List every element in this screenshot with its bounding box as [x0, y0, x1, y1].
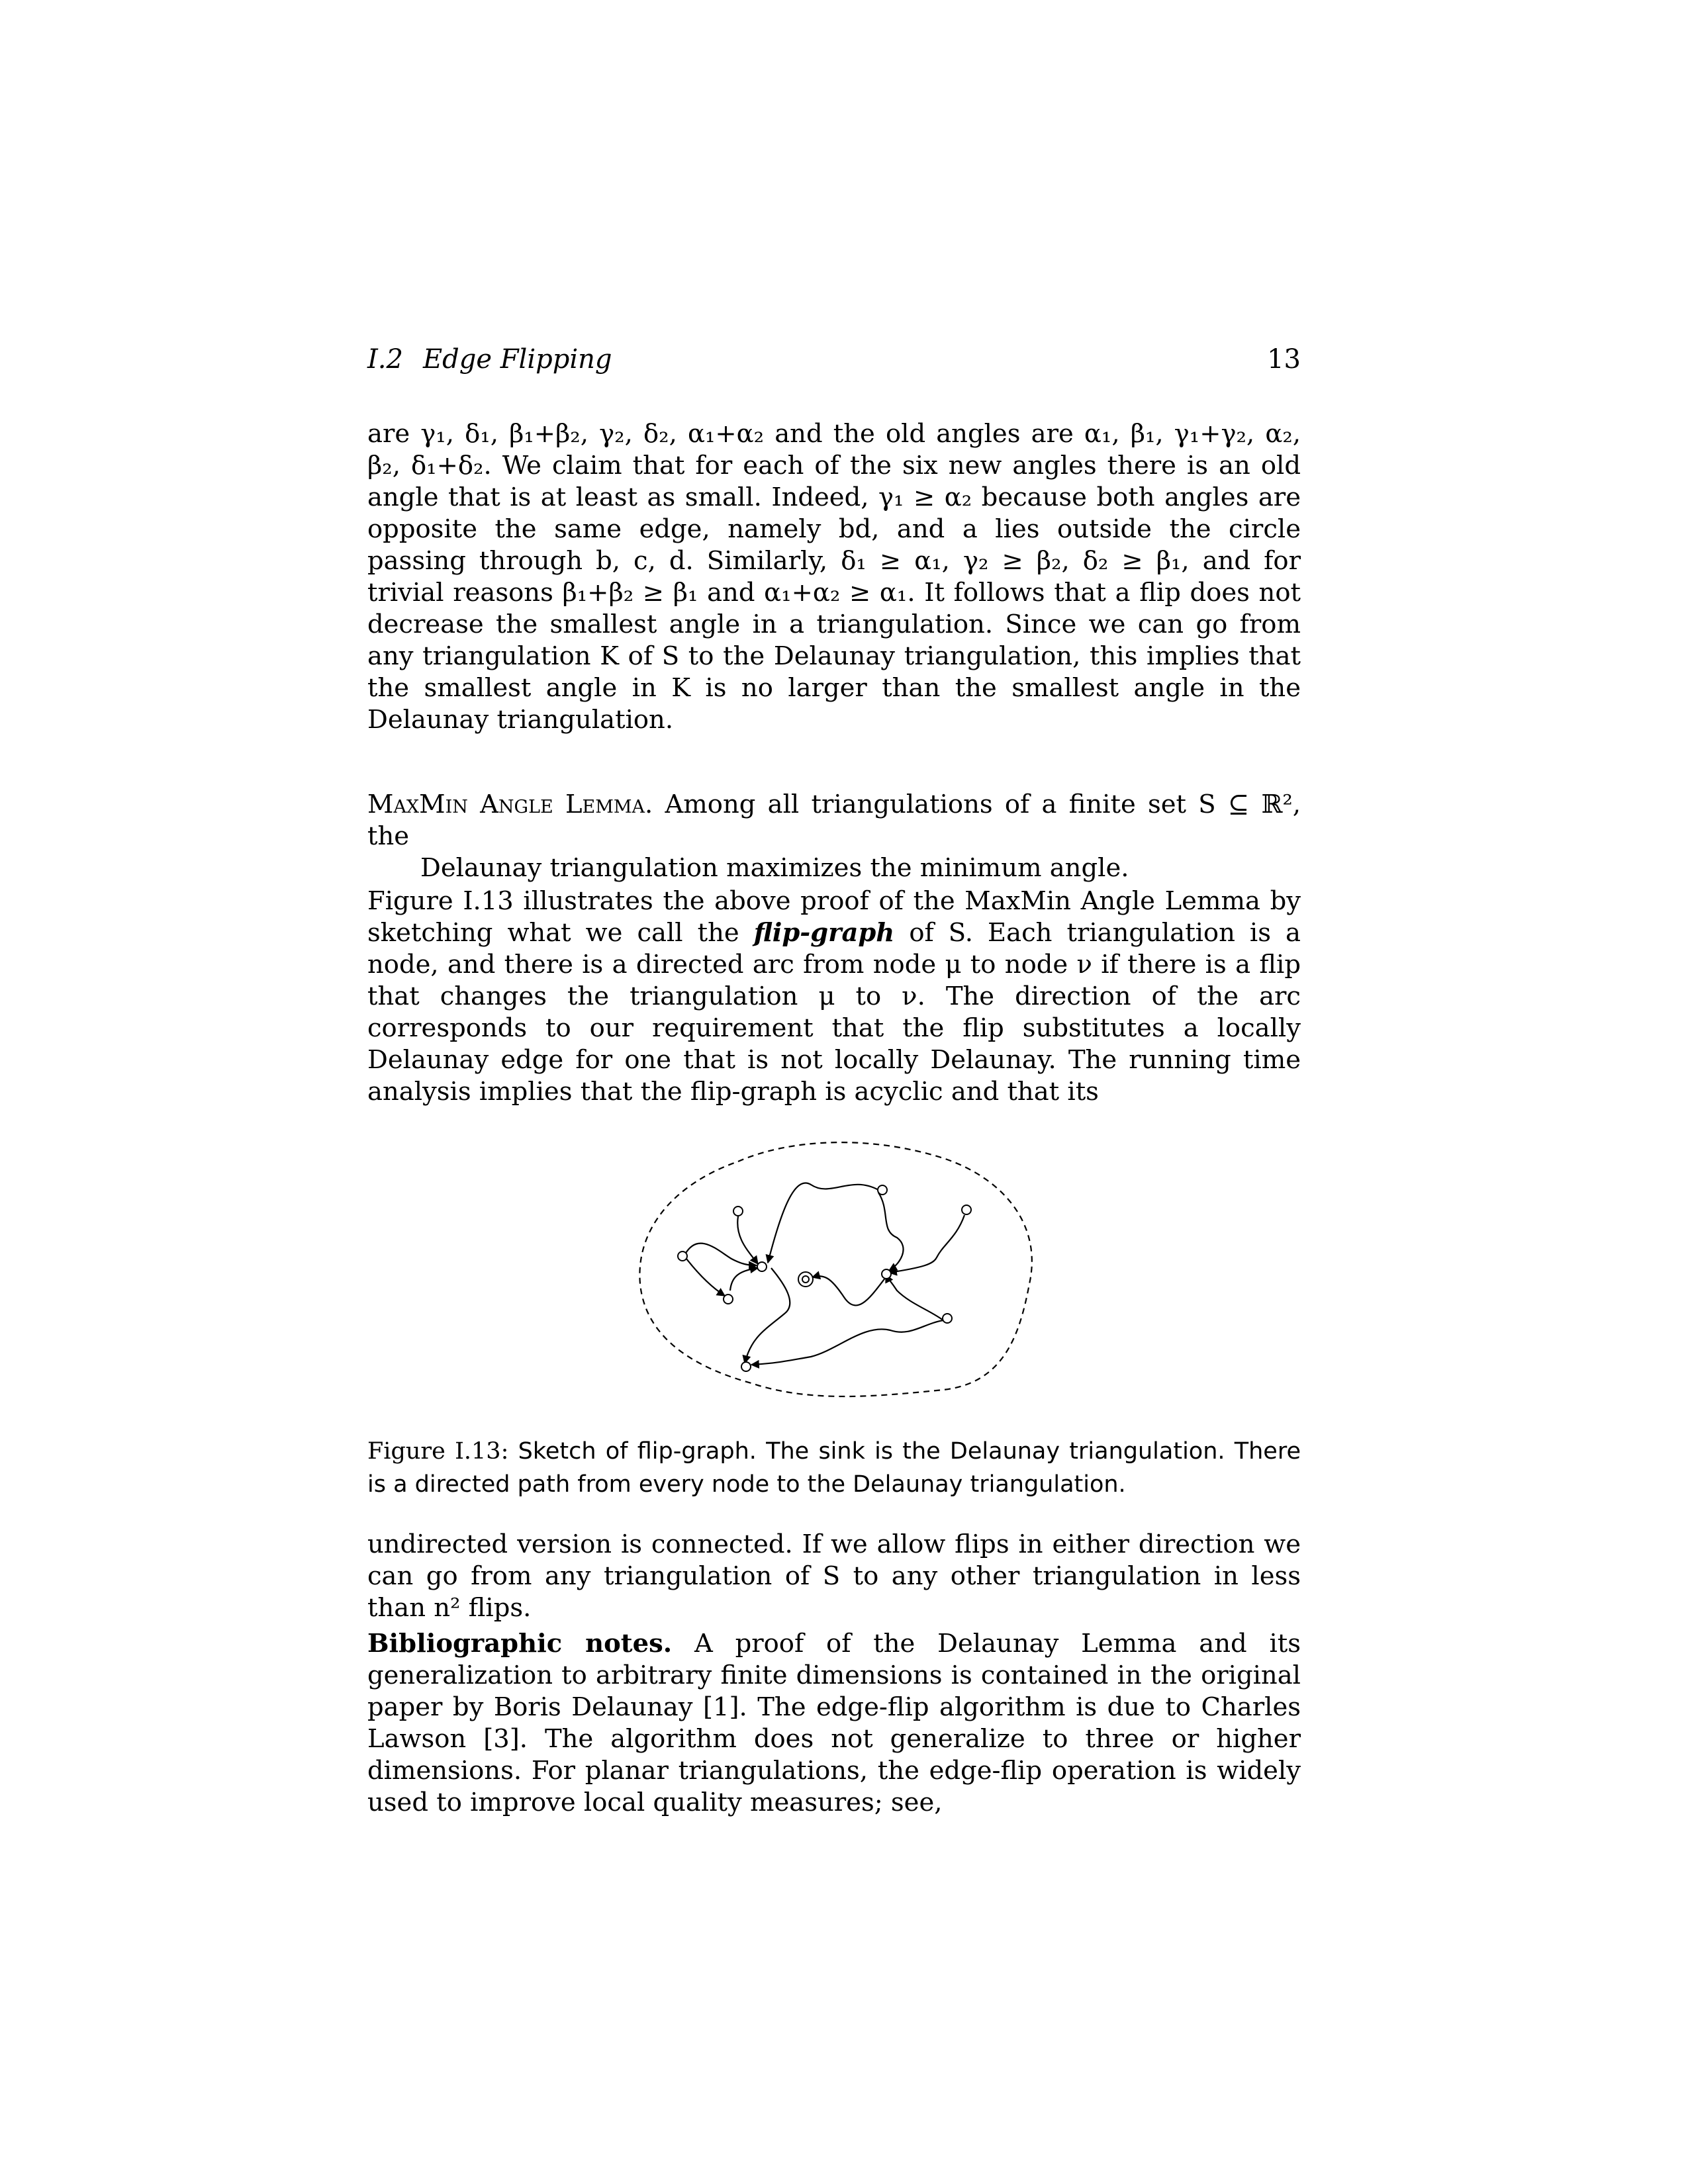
- graph-arc: [878, 1193, 904, 1271]
- graph-arc: [686, 1259, 725, 1296]
- maxmin-angle-lemma: [367, 789, 1301, 884]
- graph-arc: [768, 1183, 878, 1263]
- paragraph-bibliographic-notes: [367, 1628, 1301, 1819]
- flip-graph-text-before: Figure I.13 illustrates the above proof of the MaxMin Angle Lemma by sketching what we call the: [367, 886, 1301, 948]
- graph-node: [757, 1262, 767, 1271]
- lemma-text-line2: Delaunay triangulation maximizes the minimum angle.: [420, 853, 1129, 883]
- graph-arc: [745, 1268, 790, 1363]
- paragraph-undirected: undirected version is connected. If we allow flips in either direction we can go from any triangulation of S to any other triangulation in less than n² flips.: [367, 1529, 1301, 1623]
- paragraph-flip-graph: [367, 886, 1301, 1108]
- lemma-name: MaxMin Angle Lemma.: [367, 790, 653, 819]
- running-header: [367, 344, 1301, 384]
- figure-caption-text: Sketch of flip-graph. The sink is the Delaunay triangulation. There is a directed path from every node to the Delaunay triangulation.: [367, 1438, 1301, 1498]
- flip-graph-text-after: of S. Each triangulation is a node, and there is a directed arc from node μ to node ν if there is a flip that changes the triangulation μ to ν. The direction of the arc corresponds to our requirement that the flip substitutes a locally Delaunay edge for one that is not locally Delaunay. The running time analysis implies that the flip-graph is acyclic and that its: [367, 918, 1301, 1107]
- graph-node: [741, 1362, 751, 1371]
- graph-arc: [730, 1268, 758, 1291]
- graph-node: [882, 1269, 891, 1279]
- graph-arc: [886, 1275, 943, 1320]
- bibliographic-heading: Bibliographic notes.: [367, 1629, 673, 1659]
- graph-arc: [751, 1320, 943, 1365]
- graph-arc: [812, 1276, 886, 1305]
- graph-arc: [889, 1215, 964, 1273]
- enclosing-dashed-boundary: [639, 1142, 1031, 1396]
- section-heading: [367, 344, 612, 375]
- lemma-text-line1: Among all triangulations of a finite set S ⊆ ℝ², the: [367, 790, 1301, 851]
- section-number: I.2: [367, 344, 403, 375]
- paragraph-proof-continuation: are γ₁, δ₁, β₁+β₂, γ₂, δ₂, α₁+α₂ and the old angles are α₁, β₁, γ₁+γ₂, α₂, β₂, δ₁+δ₂. We claim that for each of the six new angles there is an old angle that is at least as small. Indeed, γ₁ ≥ α₂ because both angles are opposite the same edge, namely bd, and a lies outside the circle passing through b, c, d. Similarly, δ₁ ≥ α₁, γ₂ ≥ β₂, δ₂ ≥ β₁, and for trivial reasons β₁+β₂ ≥ β₁ and α₁+α₂ ≥ α₁. It follows that a flip does not decrease the smallest angle in a triangulation. Since we can go from any triangulation K of S to the Delaunay triangulation, this implies that the smallest angle in K is no larger than the smallest angle in the Delaunay triangulation.: [367, 419, 1301, 735]
- graph-node: [724, 1295, 733, 1304]
- flip-graph-term: flip-graph: [753, 918, 895, 948]
- section-title: Edge Flipping: [422, 344, 612, 375]
- graph-node: [962, 1205, 971, 1214]
- figure-label: Figure I.13:: [367, 1438, 509, 1465]
- graph-node: [733, 1206, 743, 1216]
- graph-arc: [737, 1216, 758, 1264]
- graph-node: [678, 1251, 687, 1261]
- sink-node-inner: [802, 1276, 809, 1283]
- flip-graph-figure: [632, 1138, 1043, 1416]
- graph-node: [878, 1185, 887, 1195]
- figure-caption: [367, 1435, 1301, 1501]
- graph-node: [943, 1314, 952, 1323]
- bibliographic-text: A proof of the Delaunay Lemma and its generalization to arbitrary finite dimensions is contained in the original paper by Boris Delaunay [1]. The edge-flip algorithm is due to Charles Lawson [3]. The algorithm does not generalize to three or higher dimensions. For planar triangulations, the edge-flip operation is widely used to improve local quality measures; see,: [367, 1629, 1301, 1817]
- page-number: 13: [1267, 344, 1301, 375]
